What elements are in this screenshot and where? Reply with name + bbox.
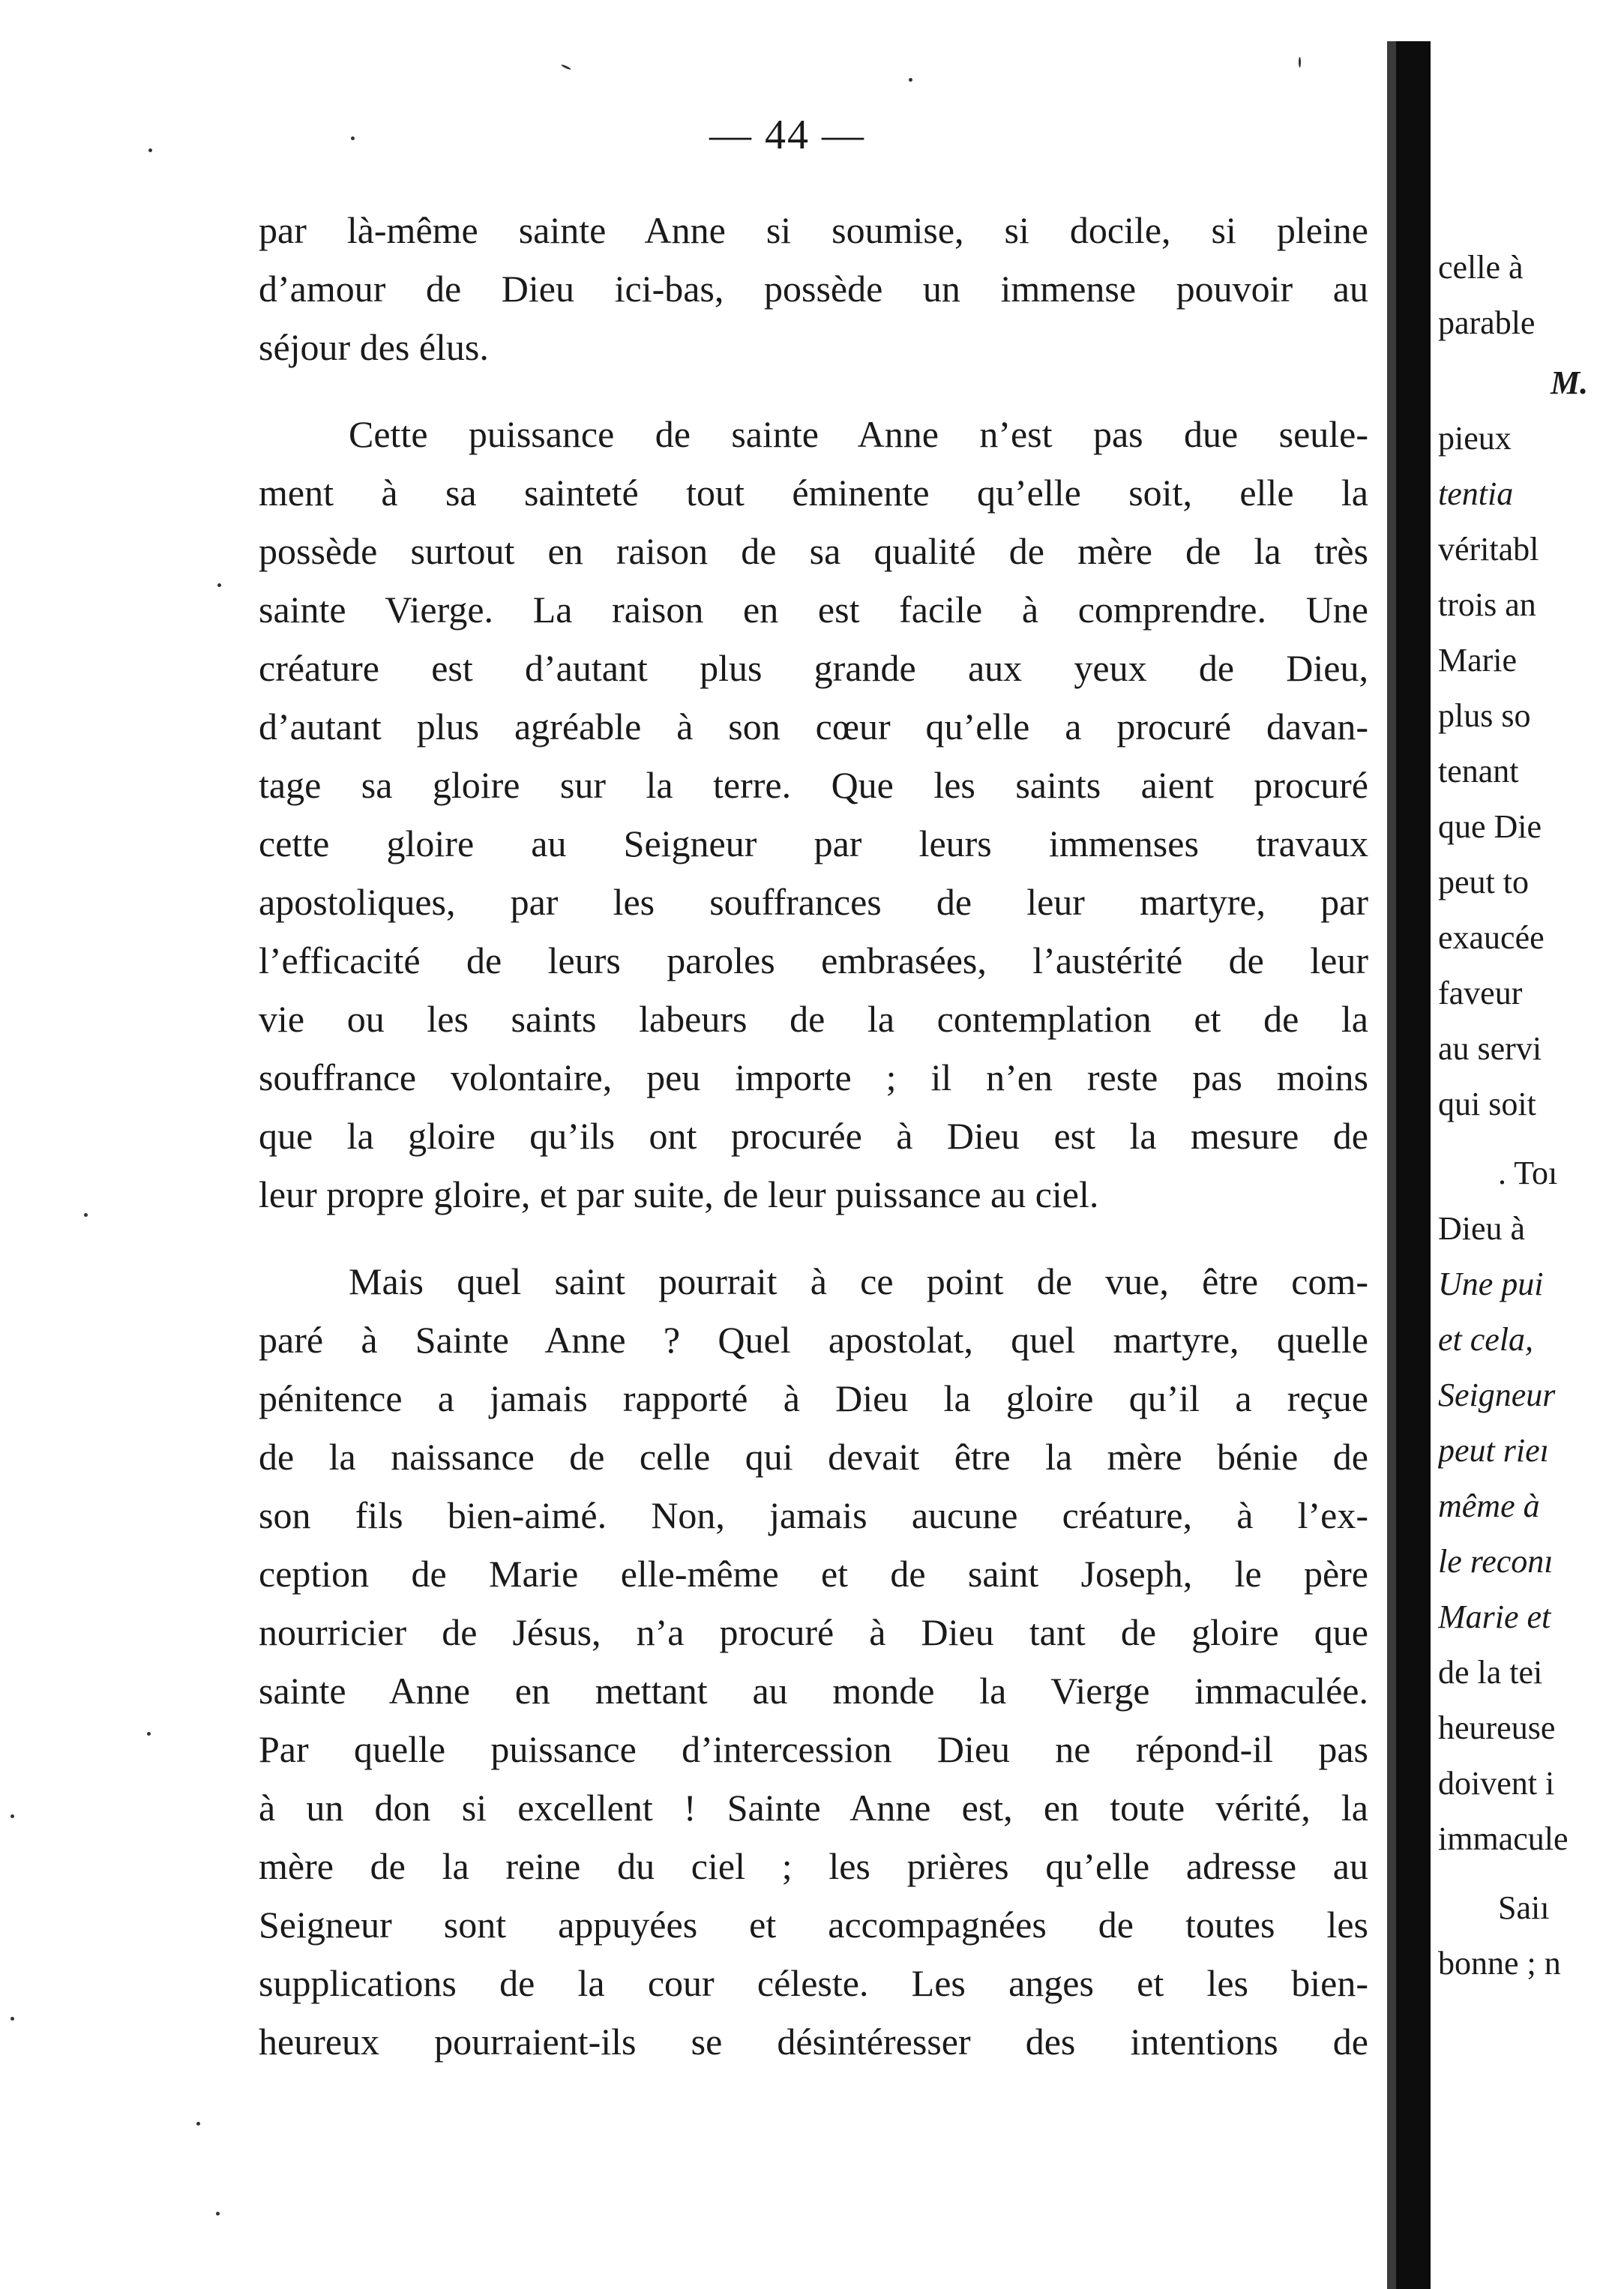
text-line: d’autant plus agréable à son cœur qu’elle a procuré davan- bbox=[259, 706, 1368, 748]
paragraph bbox=[259, 1252, 1368, 2071]
main-text-column bbox=[259, 201, 1368, 2071]
scan-speck bbox=[351, 136, 355, 140]
text-line: l’efficacité de leurs paroles embrasées, l’austérité de leur bbox=[259, 939, 1368, 981]
adjacent-text-line: au servi bbox=[1438, 1030, 1542, 1067]
adjacent-text-line: tenant bbox=[1438, 753, 1519, 789]
text-line: Cette puissance de sainte Anne n’est pas due seule- bbox=[349, 413, 1368, 455]
adjacent-text-line: Dieu à bbox=[1438, 1210, 1526, 1247]
text-line: paré à Sainte Anne ? Quel apostolat, quel martyre, quelle bbox=[259, 1319, 1368, 1361]
adjacent-text-line: doivent i bbox=[1438, 1765, 1555, 1802]
adjacent-text-line: tentia bbox=[1438, 475, 1514, 512]
adjacent-text-line: Marie bbox=[1438, 642, 1518, 679]
text-line: que la gloire qu’ils ont procurée à Dieu est la mesure de bbox=[259, 1115, 1368, 1157]
text-line: vie ou les saints labeurs de la contemplation et de la bbox=[259, 998, 1368, 1040]
adjacent-text-line: même à bbox=[1438, 1488, 1540, 1524]
adjacent-text-line: parable bbox=[1438, 304, 1536, 341]
paragraph bbox=[259, 201, 1368, 376]
text-line: possède surtout en raison de sa qualité de mère de la très bbox=[259, 530, 1368, 572]
scan-speck bbox=[217, 583, 221, 587]
scan-speck bbox=[148, 148, 152, 152]
text-line: ment à sa sainteté tout éminente qu’elle soit, elle la bbox=[259, 472, 1368, 514]
paragraph-gap bbox=[259, 376, 1368, 405]
scan-speck bbox=[561, 64, 571, 70]
scan-speck bbox=[84, 1213, 88, 1217]
text-line: Seigneur sont appuyées et accompagnées de toutes les bbox=[259, 1904, 1368, 1946]
text-line: souffrance volontaire, peu importe ; il n’en reste pas moins bbox=[259, 1056, 1368, 1098]
text-line: sainte Vierge. La raison en est facile à comprendre. Une bbox=[259, 589, 1368, 631]
text-line: pénitence a jamais rapporté à Dieu la gloire qu’il a reçue bbox=[259, 1377, 1368, 1419]
scan-speck bbox=[909, 78, 912, 82]
adjacent-text-line: . Toı bbox=[1498, 1155, 1558, 1191]
scan-speck bbox=[147, 1732, 151, 1736]
text-line: leur propre gloire, et par suite, de leur puissance au ciel. bbox=[259, 1173, 1099, 1215]
adjacent-text-line: peut rieı bbox=[1438, 1432, 1549, 1469]
text-line: cette gloire au Seigneur par leurs immenses travaux bbox=[259, 822, 1368, 864]
text-line: d’amour de Dieu ici-bas, possède un immense pouvoir au bbox=[259, 268, 1368, 310]
scan-speck bbox=[10, 1814, 14, 1818]
adjacent-text-line: le reconı bbox=[1438, 1543, 1554, 1580]
text-line: nourricier de Jésus, n’a procuré à Dieu tant de gloire que bbox=[259, 1611, 1368, 1653]
scan-speck bbox=[1299, 57, 1301, 67]
adjacent-text-line: pieux bbox=[1438, 420, 1512, 457]
adjacent-text-line: exaucée bbox=[1438, 919, 1545, 956]
adjacent-text-line: qui soit bbox=[1438, 1086, 1536, 1122]
adjacent-text-line: Seigneur bbox=[1438, 1377, 1556, 1413]
text-line: Mais quel saint pourrait à ce point de vue, être com- bbox=[349, 1260, 1368, 1302]
text-line: apostoliques, par les souffrances de leur martyre, par bbox=[259, 881, 1368, 923]
paragraph bbox=[259, 405, 1368, 1224]
adjacent-text-line: peut to bbox=[1438, 864, 1529, 900]
text-line: tage sa gloire sur la terre. Que les saints aient procuré bbox=[259, 764, 1368, 806]
text-line: créature est d’autant plus grande aux yeux de Dieu, bbox=[259, 647, 1368, 689]
text-line: par là-même sainte Anne si soumise, si docile, si pleine bbox=[259, 209, 1368, 251]
adjacent-text-line: immacule bbox=[1438, 1820, 1569, 1857]
adjacent-text-line: faveur bbox=[1438, 975, 1523, 1011]
adjacent-text-line: de la tei bbox=[1438, 1654, 1543, 1691]
adjacent-text-line: heureuse bbox=[1438, 1709, 1556, 1746]
adjacent-text-line: Saiı bbox=[1498, 1889, 1550, 1926]
text-line: supplications de la cour céleste. Les anges et les bien- bbox=[259, 1962, 1368, 2004]
text-line: Par quelle puissance d’intercession Dieu ne répond-il pas bbox=[259, 1728, 1368, 1770]
scan-speck bbox=[10, 2017, 14, 2021]
text-line: ception de Marie elle-même et de saint Joseph, le père bbox=[259, 1553, 1368, 1595]
text-line: mère de la reine du ciel ; les prières qu’elle adresse au bbox=[259, 1845, 1368, 1887]
adjacent-text-line: M. bbox=[1551, 364, 1589, 401]
scan-speck bbox=[196, 2122, 200, 2126]
adjacent-text-line: que Die bbox=[1438, 808, 1542, 845]
adjacent-text-line: Une pui bbox=[1438, 1266, 1544, 1302]
paragraph-gap bbox=[259, 1224, 1368, 1252]
adjacent-text-line: trois an bbox=[1438, 586, 1536, 623]
adjacent-text-line: plus so bbox=[1438, 697, 1531, 734]
text-line: sainte Anne en mettant au monde la Vierge immaculée. bbox=[259, 1670, 1368, 1712]
scan-speck bbox=[216, 2212, 220, 2216]
text-line: son fils bien-aimé. Non, jamais aucune créature, à l’ex- bbox=[259, 1494, 1368, 1536]
adjacent-text-line: celle à bbox=[1438, 249, 1524, 286]
adjacent-page-text bbox=[1438, 240, 1624, 1991]
adjacent-text-line: véritabl bbox=[1438, 531, 1539, 568]
text-line: de la naissance de celle qui devait être la mère bénie de bbox=[259, 1436, 1368, 1478]
adjacent-text-line: et cela, bbox=[1438, 1321, 1534, 1358]
binding-strip bbox=[1396, 41, 1431, 2289]
text-line: heureux pourraient-ils se désintéresser des intentions de bbox=[259, 2021, 1368, 2063]
adjacent-text-line: Marie et bbox=[1438, 1598, 1551, 1635]
text-line: séjour des élus. bbox=[259, 326, 489, 368]
adjacent-text-line: bonne ; n bbox=[1438, 1945, 1561, 1982]
page-number: — 44 — bbox=[709, 112, 865, 158]
text-line: à un don si excellent ! Sainte Anne est, en toute vérité, la bbox=[259, 1787, 1368, 1829]
